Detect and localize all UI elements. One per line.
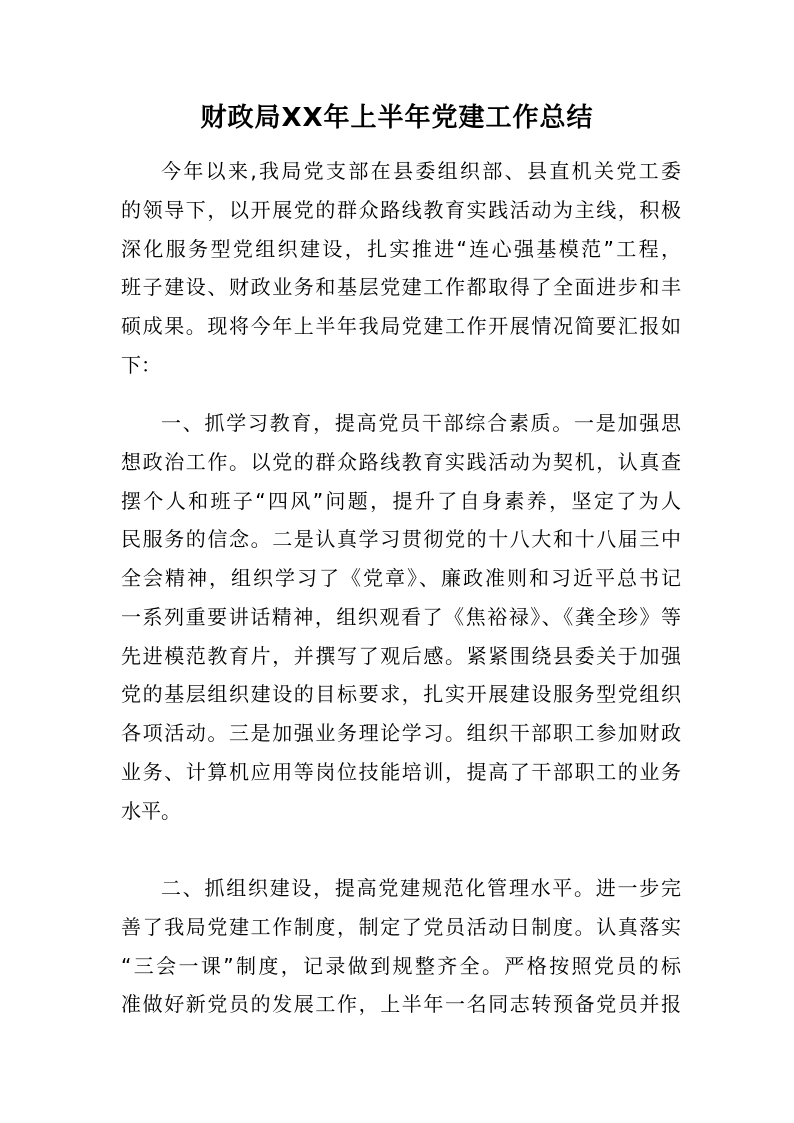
- paragraph-line: 各项活动。三是加强业务理论学习。组织干部职工参加财政: [121, 721, 681, 745]
- paragraph-line: 党的基层组织建设的目标要求，扎实开展建设服务型党组织: [121, 682, 681, 707]
- paragraph-line: 先进模范教育片，并撰写了观后感。紧紧围绕县委关于加强: [121, 643, 681, 668]
- paragraph-line: 想政治工作。以党的群众路线教育实践活动为契机，认真查: [121, 449, 681, 474]
- paragraph-line: 的领导下，以开展党的群众路线教育实践活动为主线，积极: [121, 197, 681, 222]
- paragraph-line: 业务、计算机应用等岗位技能培训，提高了干部职工的业务: [121, 759, 681, 784]
- document-title: 财政局XX年上半年党建工作总结: [200, 103, 594, 133]
- paragraph-line: 全会精神，组织学习了《党章》、廉政准则和习近平总书记: [121, 566, 681, 590]
- paragraph-line: 班子建设、财政业务和基层党建工作都取得了全面进步和丰: [121, 275, 681, 300]
- paragraph-line: 水平。: [121, 798, 181, 823]
- paragraph-1: [121, 152, 681, 385]
- paragraph-line: 民服务的信念。二是认真学习贯彻党的十八大和十八届三中: [121, 527, 681, 552]
- paragraph-3: [121, 869, 681, 1024]
- paragraph-line: 硕成果。现将今年上半年我局党建工作开展情况简要汇报如: [121, 314, 681, 338]
- paragraph-line: 二、抓组织建设，提高党建规范化管理水平。进一步完: [161, 876, 681, 900]
- paragraph-line: “三会一课”制度，记录做到规整齐全。严格按照党员的标: [121, 953, 681, 978]
- paragraph-line: 深化服务型党组织建设，扎实推进“连心强基模范”工程，: [121, 236, 681, 261]
- paragraph-line: 下：: [121, 352, 161, 377]
- paragraph-line: 今年以来,我局党支部在县委组织部、县直机关党工委: [161, 159, 681, 183]
- paragraph-2: [121, 404, 681, 830]
- paragraph-line: 善了我局党建工作制度，制定了党员活动日制度。认真落实: [121, 914, 681, 939]
- paragraph-line: 摆个人和班子“四风”问题，提升了自身素养，坚定了为人: [121, 488, 681, 513]
- paragraph-line: 准做好新党员的发展工作，上半年一名同志转预备党员并报: [121, 992, 681, 1017]
- paragraph-line: 一、抓学习教育，提高党员干部综合素质。一是加强思: [161, 411, 681, 435]
- paragraph-line: 一系列重要讲话精神，组织观看了《焦裕禄》、《龚全珍》等: [121, 604, 681, 629]
